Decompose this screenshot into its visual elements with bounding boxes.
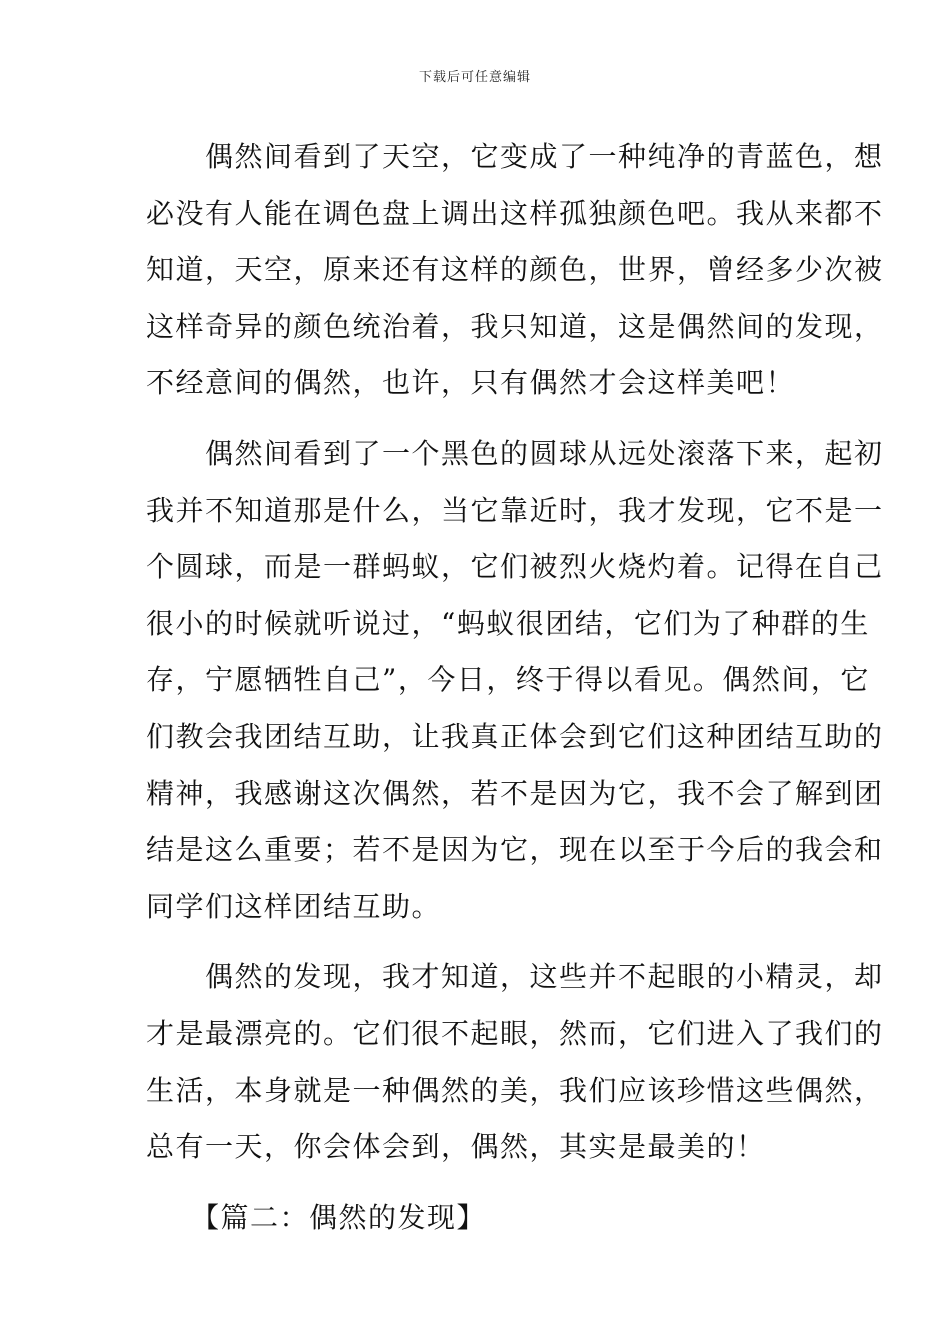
paragraph-3 — [146, 949, 884, 1175]
text-line: 不经意间的偶然，也许，只有偶然才会这样美吧！ — [146, 366, 796, 400]
text-line: 知道，天空，原来还有这样的颜色，世界，曾经多少次被 — [146, 253, 884, 287]
header-note: 下载后可任意编辑 — [418, 70, 531, 85]
text-line: 存，宁愿牺牲自己”，今日，终于得以看见。偶然间，它 — [146, 663, 870, 697]
text-line: 这样奇异的颜色统治着，我只知道，这是偶然间的发现， — [146, 309, 884, 343]
section-heading — [146, 1190, 806, 1247]
text-line: 个圆球，而是一群蚂蚁，它们被烈火烧灼着。记得在自己 — [146, 550, 884, 584]
text-line: 偶然间看到了天空，它变成了一种纯净的青蓝色，想 — [146, 140, 884, 173]
text-line: 才是最漂亮的。它们很不起眼，然而，它们进入了我们的 — [146, 1016, 884, 1050]
text-line: 很小的时候就听说过，“蚂蚁很团结，它们为了种群的生 — [146, 606, 870, 640]
paragraph-gap — [146, 412, 806, 426]
text-line: 必没有人能在调色盘上调出这样孤独颜色吧。我从来都不 — [146, 196, 884, 230]
text-line: 生活，本身就是一种偶然的美，我们应该珍惜这些偶然， — [146, 1073, 884, 1107]
text-line: 总有一天，你会体会到，偶然，其实是最美的！ — [146, 1130, 766, 1164]
document-body — [146, 129, 884, 1246]
text-line: 偶然的发现，我才知道，这些并不起眼的小精灵，却 — [146, 960, 884, 994]
text-line: 我并不知道那是什么，当它靠近时，我才发现，它不是一 — [146, 493, 884, 527]
text-line: 们教会我团结互助，让我真正体会到它们这种团结互助的 — [146, 719, 884, 753]
paragraph-gap — [146, 935, 806, 949]
paragraph-2 — [146, 426, 884, 935]
paragraph-gap — [146, 1176, 806, 1190]
text-line: 偶然间看到了一个黑色的圆球从远处滚落下来，起初 — [146, 436, 884, 470]
section-heading-text: 【篇二：偶然的发现】 — [146, 1200, 487, 1234]
text-line: 同学们这样团结互助。 — [146, 889, 442, 923]
text-line: 结是这么重要；若不是因为它，现在以至于今后的我会和 — [146, 833, 884, 867]
text-line: 精神，我感谢这次偶然，若不是因为它，我不会了解到团 — [146, 776, 884, 810]
paragraph-1 — [146, 129, 884, 412]
